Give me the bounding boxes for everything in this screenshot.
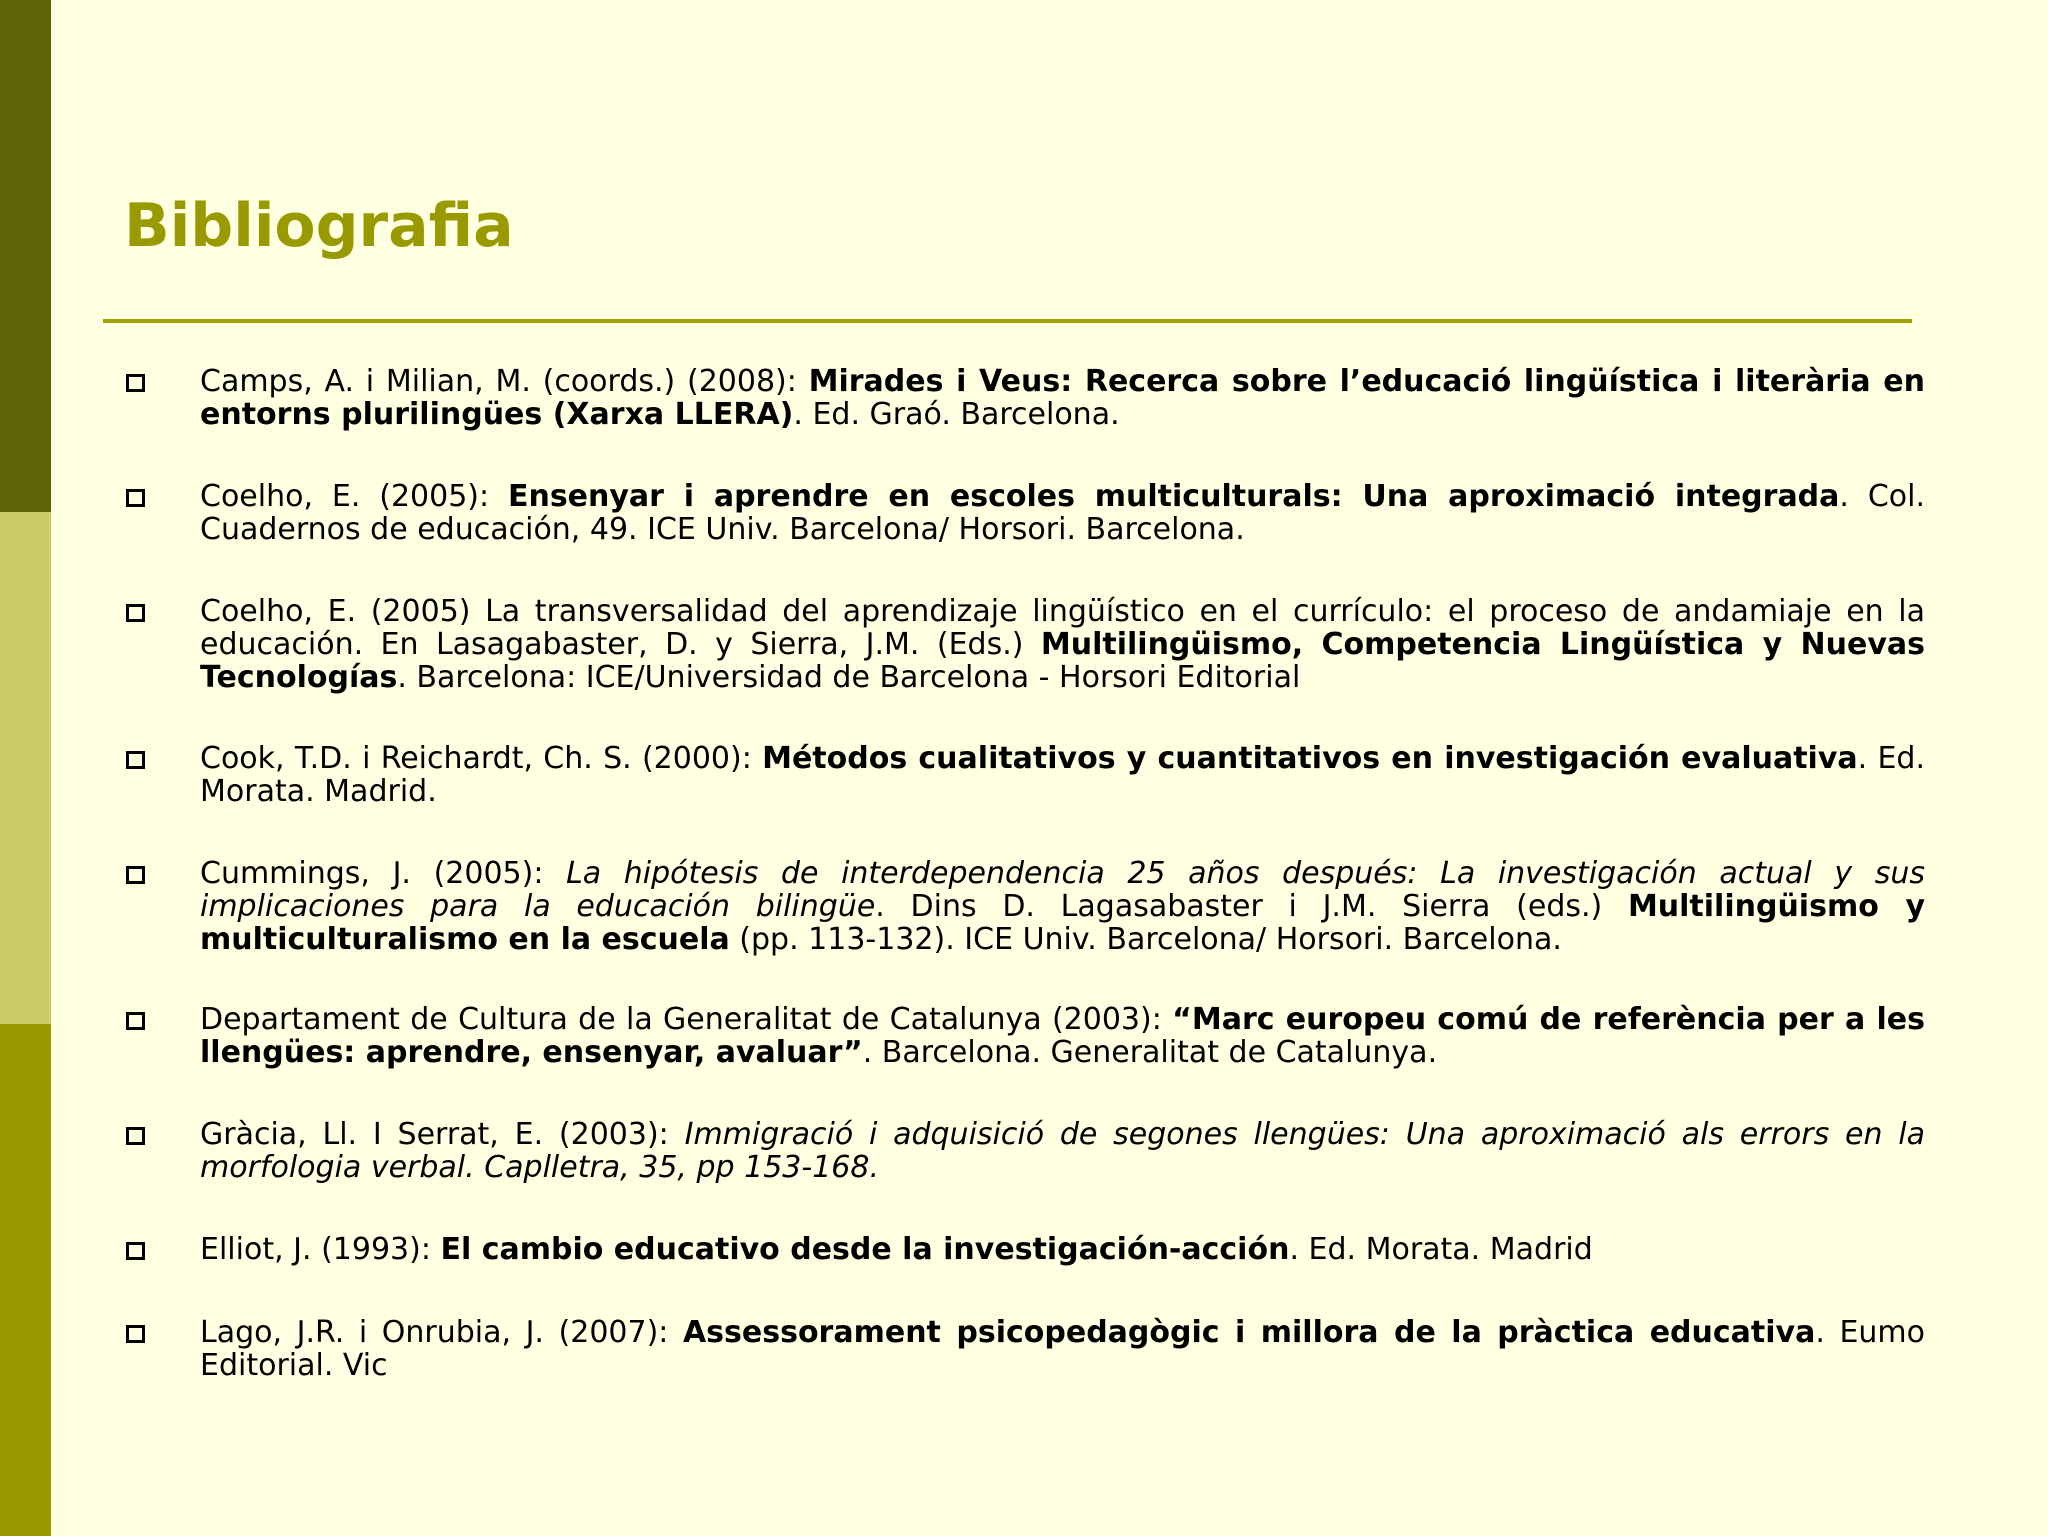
hollow-square-bullet-icon [126,489,145,507]
reference-text-normal: Departament de Cultura de la Generalitat de Catalunya (2003): [200,1002,1173,1037]
hollow-square-bullet-icon [126,751,145,769]
reference-text-normal: Elliot, J. (1993): [200,1232,441,1267]
reference-text-bold: El cambio educativo desde la investigación-acción [440,1232,1290,1267]
reference-text-normal: (pp. 113-132). ICE Univ. Barcelona/ Horsori. Barcelona. [729,922,1562,957]
reference-text-normal: Coelho, E. (2005) La transversalidad del aprendizaje lingüístico en el currículo: el proceso de andamiaje en la educación. En Lasagabaster, D. y Sierra, J.M. (Eds.) [200,594,1925,662]
reference-text-italic: Immigració i adquisició de segones llengües: Una aproximació als errors en la morfologia verbal. Caplletra, 35, pp 153-168. [200,1117,1925,1185]
reference-text-normal: Cummings, J. (2005): [200,856,567,891]
reference-text-normal: . Dins D. Lagasabaster i J.M. Sierra (eds.) [875,889,1628,924]
hollow-square-bullet-icon [126,866,145,884]
reference-item [200,595,1925,694]
reference-text-normal: Coelho, E. (2005): [200,479,508,514]
reference-item [200,742,1925,808]
reference-text-normal: Camps, A. i Milian, M. (coords.) (2008): [200,364,809,399]
hollow-square-bullet-icon [126,1012,145,1030]
reference-item [200,480,1925,546]
slide-title: Bibliografia [124,191,514,261]
reference-text-normal: . Ed. Morata. Madrid [1289,1232,1593,1267]
hollow-square-bullet-icon [126,1242,145,1260]
reference-item [200,365,1925,431]
reference-text-normal: . Ed. Graó. Barcelona. [793,397,1120,432]
reference-text-normal: Cook, T.D. i Reichardt, Ch. S. (2000): [200,741,763,776]
reference-text-normal: Lago, J.R. i Onrubia, J. (2007): [200,1315,683,1350]
reference-item [200,1003,1925,1069]
reference-text-normal: . Barcelona. Generalitat de Catalunya. [862,1035,1438,1070]
reference-text-bold: Métodos cualitativos y cuantitativos en investigación evaluativa [762,741,1858,776]
hollow-square-bullet-icon [126,604,145,622]
reference-text-bold: “Marc europeu comú de referència per a les llengües: aprendre, ensenyar, avaluar” [200,1002,1925,1070]
reference-text-normal: . Col. Cuadernos de educación, 49. ICE Univ. Barcelona/ Horsori. Barcelona. [200,479,1925,547]
reference-item [200,1233,1925,1266]
hollow-square-bullet-icon [126,1127,145,1145]
reference-text-normal: . Ed. Morata. Madrid. [200,741,1925,809]
reference-text-italic: La hipótesis de interdependencia 25 años después: La investigación actual y sus implicaciones para la educación bilingüe [200,856,1925,924]
reference-text-bold: Ensenyar i aprendre en escoles multiculturals: Una aproximació integrada [507,479,1840,514]
reference-text-bold: Mirades i Veus: Recerca sobre l’educació lingüística i literària en entorns plurilingües (Xarxa LLERA) [200,364,1925,432]
reference-text-bold: Multilingüismo y multiculturalismo en la escuela [200,889,1925,957]
reference-item [200,1316,1925,1382]
reference-text-bold: Assessorament psicopedagògic i millora de la pràctica educativa [682,1315,1816,1350]
reference-text-normal: . Eumo Editorial. Vic [200,1315,1925,1383]
reference-item [200,857,1925,956]
reference-text-bold: Multilingüismo, Competencia Lingüística y Nuevas Tecnologías [200,627,1925,695]
reference-text-normal: . Barcelona: ICE/Universidad de Barcelona - Horsori Editorial [397,660,1301,695]
reference-text-normal: Gràcia, Ll. I Serrat, E. (2003): [200,1117,685,1152]
hollow-square-bullet-icon [126,374,145,392]
reference-item [200,1118,1925,1184]
hollow-square-bullet-icon [126,1325,145,1343]
